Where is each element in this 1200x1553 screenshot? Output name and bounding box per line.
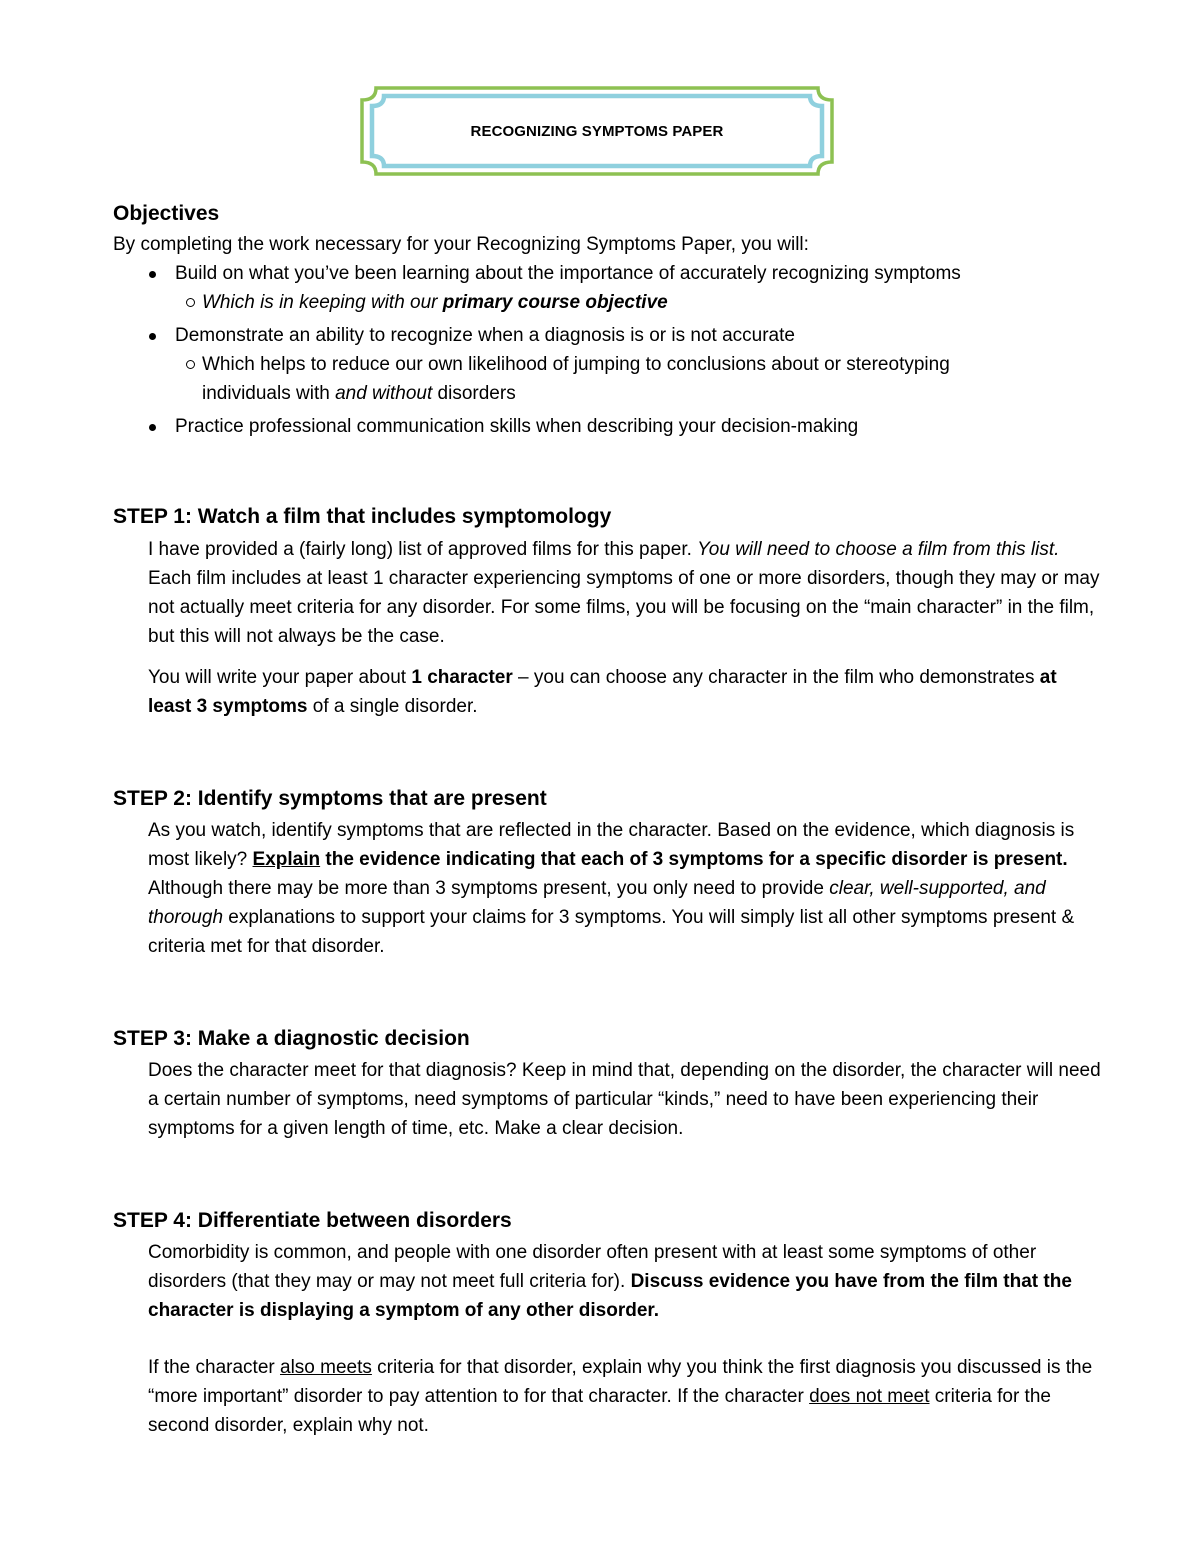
text-run: You will write your paper about: [148, 667, 412, 688]
list-item: [113, 321, 1103, 350]
step4-paragraph-1: [113, 1238, 1103, 1325]
bullet-text: Practice professional communication skills when describing your decision-making: [175, 416, 859, 437]
text-run: – you can choose any character in the film who demonstrates: [512, 667, 1040, 688]
bullet-text: Demonstrate an ability to recognize when a diagnosis is or is not accurate: [175, 325, 795, 346]
sub-item-text-cont: individuals with: [202, 383, 336, 404]
text-run: criteria for that disorder, explain why you think the first diagnosis you discussed is the “more important” disorder to pay attention to for that character. If the character: [148, 1357, 1093, 1407]
step1-paragraph-1: [113, 535, 1103, 651]
evidence-emphasis: the evidence indicating that each of 3 symptoms for a specific disorder is present.: [320, 849, 1068, 870]
text-run: If the character: [148, 1357, 281, 1378]
explain-emphasis: Explain: [252, 849, 321, 870]
also-meets-emphasis: also meets: [280, 1357, 372, 1378]
step4-section: [113, 1207, 1103, 1440]
objectives-heading: Objectives: [113, 202, 220, 225]
objectives-list-2: [113, 321, 1103, 350]
bullet-text: Build on what you’ve been learning about the importance of accurately recognizing symptoms: [175, 263, 961, 284]
objectives-list: [113, 259, 1103, 288]
bullet-icon: [149, 271, 156, 278]
objectives-list-3: [113, 412, 1103, 441]
title-frame: [360, 86, 834, 176]
and-without-emphasis: and without: [335, 383, 433, 404]
objectives-intro: By completing the work necessary for your Recognizing Symptoms Paper, you will:: [113, 234, 809, 255]
sub-list-item: [113, 288, 1103, 317]
objectives-section: [113, 200, 1103, 441]
step1-heading: STEP 1: Watch a film that includes symptomology: [113, 505, 612, 528]
step4-heading: STEP 4: Differentiate between disorders: [113, 1209, 512, 1232]
step2-heading: STEP 2: Identify symptoms that are present: [113, 787, 547, 810]
text-run: Comorbidity is common, and people with one disorder often present with at least some symptoms of other disorders (that they may or may not meet full criteria for).: [148, 1242, 1037, 1292]
text-run: Each film includes at least 1 character experiencing symptoms of one or more disorders, though they may or may not actually meet criteria for any disorder. For some films, you will be focusing on the “main character” in the film, but this will not always be the case.: [148, 568, 1100, 647]
sub-item-text: Which is in keeping with our: [202, 292, 443, 313]
sub-list-item: [113, 350, 1103, 408]
circle-bullet-icon: [186, 360, 195, 369]
sub-item-text: Which helps to reduce our own likelihood of jumping to conclusions about or stereotyping: [202, 354, 950, 375]
page-title: RECOGNIZING SYMPTOMS PAPER: [470, 122, 724, 140]
text-run: criteria for the second disorder, explain why not.: [148, 1386, 1051, 1436]
step1-paragraph-2: [113, 663, 1103, 721]
step2-section: [113, 785, 1103, 961]
circle-bullet-icon: [186, 298, 195, 307]
list-item: [113, 412, 1103, 441]
step4-paragraph-2: [113, 1353, 1103, 1440]
one-character-emphasis: 1 character: [411, 667, 513, 688]
does-not-meet-emphasis: does not meet: [809, 1386, 930, 1407]
explanation-quality-emphasis: clear, well-supported, and thorough: [148, 878, 1046, 928]
list-item: [113, 259, 1103, 288]
step3-paragraph: Does the character meet for that diagnosis? Keep in mind that, depending on the disorder, the character will need a certain number of symptoms, need symptoms of particular “kinds,” need to have been experiencing their symptoms for a given length of time, etc. Make a clear decision.: [148, 1060, 1101, 1139]
primary-objective-emphasis: primary course objective: [442, 292, 668, 313]
step1-section: [113, 503, 1103, 721]
text-run: As you watch, identify symptoms that are reflected in the character. Based on the evidence, which diagnosis is most likely?: [148, 820, 1075, 870]
step2-paragraph: [113, 816, 1103, 961]
bullet-icon: [149, 424, 156, 431]
choose-film-emphasis: You will need to choose a film from this list.: [697, 539, 1060, 560]
text-run: Although there may be more than 3 symptoms present, you only need to provide: [148, 878, 830, 899]
text-run: of a single disorder.: [307, 696, 478, 717]
step3-section: [113, 1025, 1103, 1143]
text-run: explanations to support your claims for 3 symptoms. You will simply list all other symptoms present & criteria met for that disorder.: [148, 907, 1075, 957]
sub-item-text-end: disorders: [432, 383, 516, 404]
bullet-icon: [149, 333, 156, 340]
three-symptoms-emphasis: at least 3 symptoms: [148, 667, 1057, 717]
discuss-evidence-emphasis: Discuss evidence you have from the film that the character is displaying a symptom of any other disorder.: [148, 1271, 1072, 1321]
step3-heading: STEP 3: Make a diagnostic decision: [113, 1027, 470, 1050]
text-run: I have provided a (fairly long) list of approved films for this paper.: [148, 539, 698, 560]
